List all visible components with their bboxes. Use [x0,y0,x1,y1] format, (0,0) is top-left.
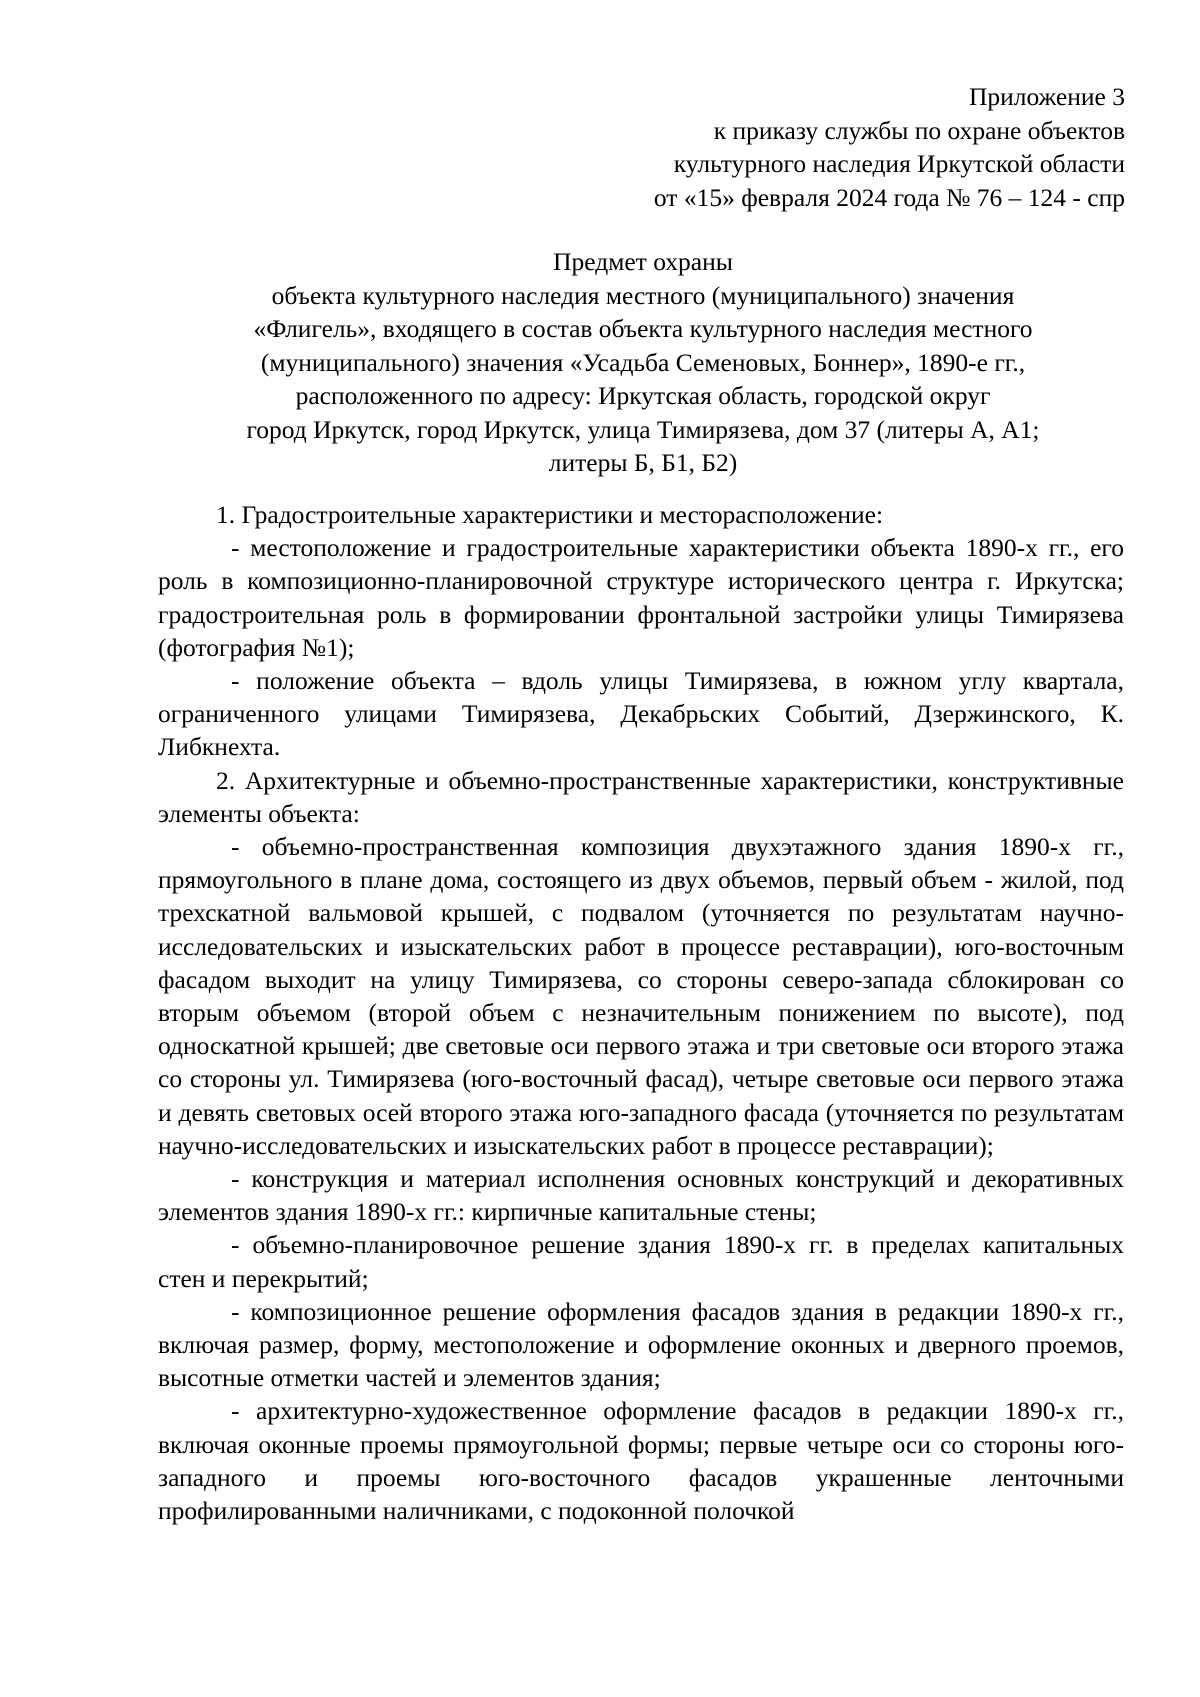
document-body [158,498,1124,1527]
section-2-item: - объемно-пространственная композиция двухэтажного здания 1890-х гг., прямоугольного в плане дома, состоящего из двух объемов, первый объем - жилой, под трехскатной вальмовой крышей, с подвалом (уточняется по результатам научно-исследовательских и изыскательских работ в процессе реставрации), юго-восточным фасадом выходит на улицу Тимирязева, со стороны северо-запада сблокирован со вторым объемом (второй объем с незначительным понижением по высоте), под односкатной крышей; две световые оси первого этажа и три световые оси второго этажа со стороны ул. Тимирязева (юго-восточный фасад), четыре световые оси первого этажа и девять световых осей второго этажа юго-западного фасада (уточняется по результатам научно-исследовательских и изыскательских работ в процессе реставрации); [158,832,1124,1160]
section-2-item: - конструкция и материал исполнения основных конструкций и декоративных элементов здания 1890-х гг.: кирпичные капитальные стены; [158,1164,1124,1227]
subject-line: «Флигель», входящего в состав объекта культурного наследия местного [253,314,1033,343]
subject-line: объекта культурного наследия местного (муниципального) значения [271,280,1015,310]
protection-subject-block [158,245,1128,480]
appendix-order-ref: к приказу службы по охране объектов [713,115,1125,145]
section-1-item: - местоположение и градостроительные характеристики объекта 1890-х гг., его роль в композиционно-планировочной структуре исторического центра г. Иркутска; градостроительная роль в формировании фронтальной застройки улицы Тимирязева (фотография №1); [158,533,1124,662]
section-2-item: - композиционное решение оформления фасадов здания в редакции 1890-х гг., включая размер, форму, местоположение и оформление оконных и дверного проемов, высотные отметки частей и элементов здания; [158,1296,1124,1393]
appendix-order-date: от «15» февраля 2024 года № 76 – 124 - спр [653,182,1125,212]
subject-line: расположенного по адресу: Иркутская область, городской округ [295,381,991,410]
section-2-item: - архитектурно-художественное оформление фасадов в редакции 1890-х гг., включая оконные проемы прямоугольной формы; первые четыре оси со стороны юго-западного и проемы юго-восточного фасадов украшенные ленточными профилированными наличниками, с подоконной полочкой [158,1396,1124,1526]
section-1-item: - положение объекта – вдоль улицы Тимирязева, в южном углу квартала, ограниченного улицами Тимирязева, Декабрьских Событий, Дзержинского, К. Либкнехта. [158,666,1124,762]
subject-line: литеры Б, Б1, Б2) [548,448,738,477]
section-heading-1: 1. Градостроительные характеристики и месторасположение: [216,500,884,529]
section-2-item: - объемно-планировочное решение здания 1890-х гг. в пределах капитальных стен и перекрытий; [158,1230,1124,1293]
appendix-authority: культурного наследия Иркутской области [673,149,1125,178]
section-heading-2: 2. Архитектурные и объемно-пространственные характеристики, конструктивные элементы объекта: [158,765,1124,828]
subject-line: (муниципального) значения «Усадьба Семеновых, Боннер», 1890-е гг., [260,347,1026,377]
document-title: Предмет охраны [553,247,733,276]
subject-line: город Иркутск, город Иркутск, улица Тимирязева, дом 37 (литеры А, А1; [246,414,1040,444]
appendix-header [654,80,1125,214]
appendix-number: Приложение 3 [969,82,1125,111]
